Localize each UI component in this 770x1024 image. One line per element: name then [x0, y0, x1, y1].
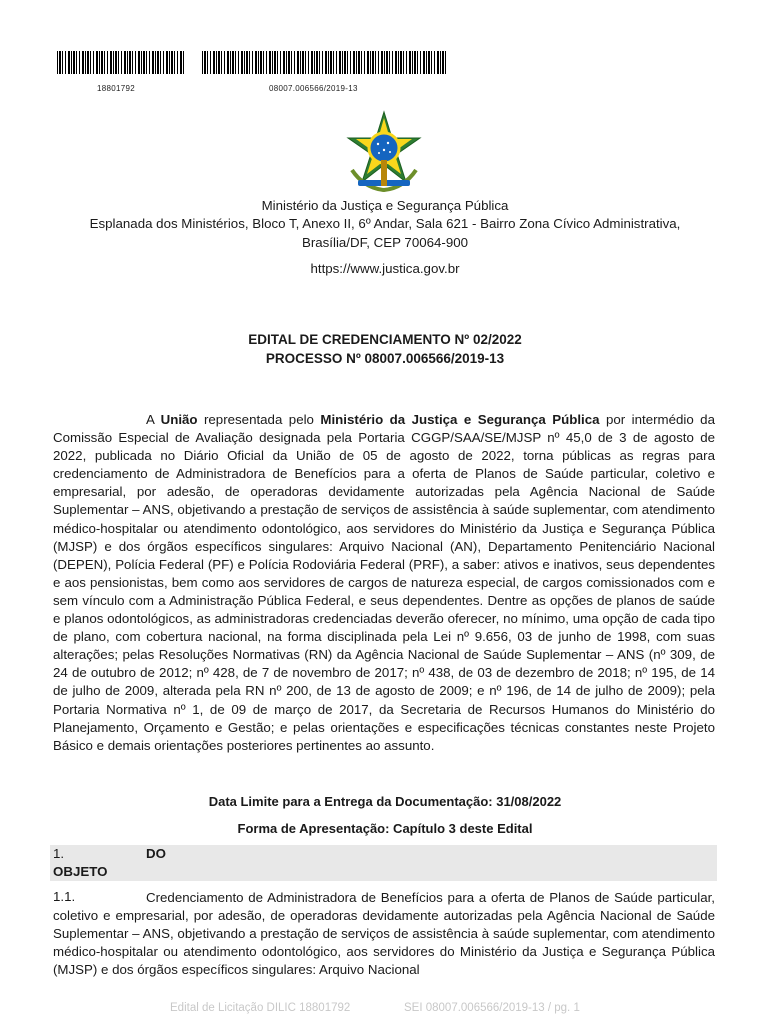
footer-page-info: SEI 08007.006566/2019-13 / pg. 1 — [404, 1002, 580, 1014]
intro-ministry: Ministério da Justiça e Segurança Pública — [320, 412, 600, 427]
brazil-coat-of-arms-icon — [344, 110, 424, 194]
barcode-process-id — [202, 51, 447, 74]
intro-lead: A — [146, 412, 161, 427]
intro-paragraph — [53, 411, 715, 755]
section-title-part-1: DO — [146, 846, 166, 861]
intro-rest: por intermédio da Comissão Especial de Avaliação designada pela Portaria CGGP/SAA/SE/MJSP nº 45,0 de 3 de agosto de 2022, publicada no Diário Oficial da União de 05 de agosto de 2022, torna públicas as regras para credenciamento de Administradora de Benefícios para a oferta de Planos de Saúde particular, coletivo e empresarial, por adesão, de operadoras devidamente autorizadas pela Agência Nacional de Saúde Suplementar – ANS, objetivando a prestação de serviços de assistência à saúde suplementar, com atendimento médico-hospitalar ou atendimento odontológico, aos servidores do Ministério da Justiça e Segurança Pública (MJSP) e dos órgãos específicos singulares: Arquivo Nacional (AN), Departamento Penitenciário Nacional (DEPEN), Polícia Federal (PF) e Polícia Rodoviária Federal (PRF), a saber: ativos e inativos, seus dependentes e aos pensionistas, bem como aos servidores de cargos de natureza especial, de cargos comissionados com e sem vínculo com a Administração Pública Federal, e seus dependentes. Dentre as opções de planos de saúde e planos odontológicos, as administradoras credenciadas deverão oferecer, no mínimo, uma opção de cada tipo de plano, com cobertura nacional, na forma disciplinada pela Lei nº 9.656, 03 de junho de 1998, com suas alterações; pelas Resoluções Normativas (RN) da Agência Nacional de Saúde Suplementar – ANS (nº 309, de 24 de outubro de 2012; nº 428, de 7 de novembro de 2017; nº 438, de 03 de dezembro de 2018; nº 195, de 14 de julho de 2009, alterada pela RN nº 200, de 13 de agosto de 2009; e nº 196, de 14 de julho de 2009); pela Portaria Normativa nº 1, de 09 de março de 2017, da Secretaria de Recursos Humanos do Ministério do Planejamento, Orçamento e Gestão; e pelas orientações e especificações técnicas constantes neste Projeto Básico e demais orientações posteriores pertinentes ao assunto. — [53, 412, 715, 753]
footer-document-id: Edital de Licitação DILIC 18801792 — [170, 1002, 351, 1014]
clause-text: Credenciamento de Administradora de Benefícios para a oferta de Planos de Saúde particular, coletivo e empresarial, por adesão, de operadoras devidamente autorizadas pela Agência Nacional de Saúde Suplementar – ANS, objetivando a prestação de serviços de assistência à saúde suplementar, com atendimento médico-hospitalar ou atendimento odontológico, aos servidores do Ministério da Justiça e Segurança Pública (MJSP) e dos órgãos específicos singulares: Arquivo Nacional — [53, 890, 715, 978]
intro-mid: representada pelo — [197, 412, 321, 427]
intro-union: União — [160, 412, 198, 427]
barcode-right-number: 08007.006566/2019-13 — [269, 84, 358, 93]
barcode-left-number: 18801792 — [97, 84, 135, 93]
document-title: EDITAL DE CREDENCIAMENTO Nº 02/2022 — [248, 332, 522, 347]
clause-1-1-paragraph — [53, 889, 715, 979]
address-line-2: Brasília/DF, CEP 70064-900 — [301, 235, 469, 250]
clause-number: 1.1. — [53, 889, 76, 904]
section-heading-object — [50, 845, 717, 881]
process-number-title: PROCESSO Nº 08007.006566/2019-13 — [265, 351, 505, 366]
ministry-name: Ministério da Justiça e Segurança Pública — [261, 198, 509, 213]
barcode-document-id — [57, 51, 185, 74]
website-link[interactable]: https://www.justica.gov.br — [310, 261, 460, 276]
deadline-line: Data Limite para a Entrega da Documentação: 31/08/2022 — [208, 794, 562, 809]
address-line-1: Esplanada dos Ministérios, Bloco T, Anexo II, 6º Andar, Sala 621 - Bairro Zona Cívico Administrativa, — [89, 216, 681, 231]
format-line: Forma de Apresentação: Capítulo 3 deste Edital — [237, 821, 533, 836]
section-number: 1. — [53, 846, 65, 861]
section-title-part-2: OBJETO — [53, 864, 108, 879]
